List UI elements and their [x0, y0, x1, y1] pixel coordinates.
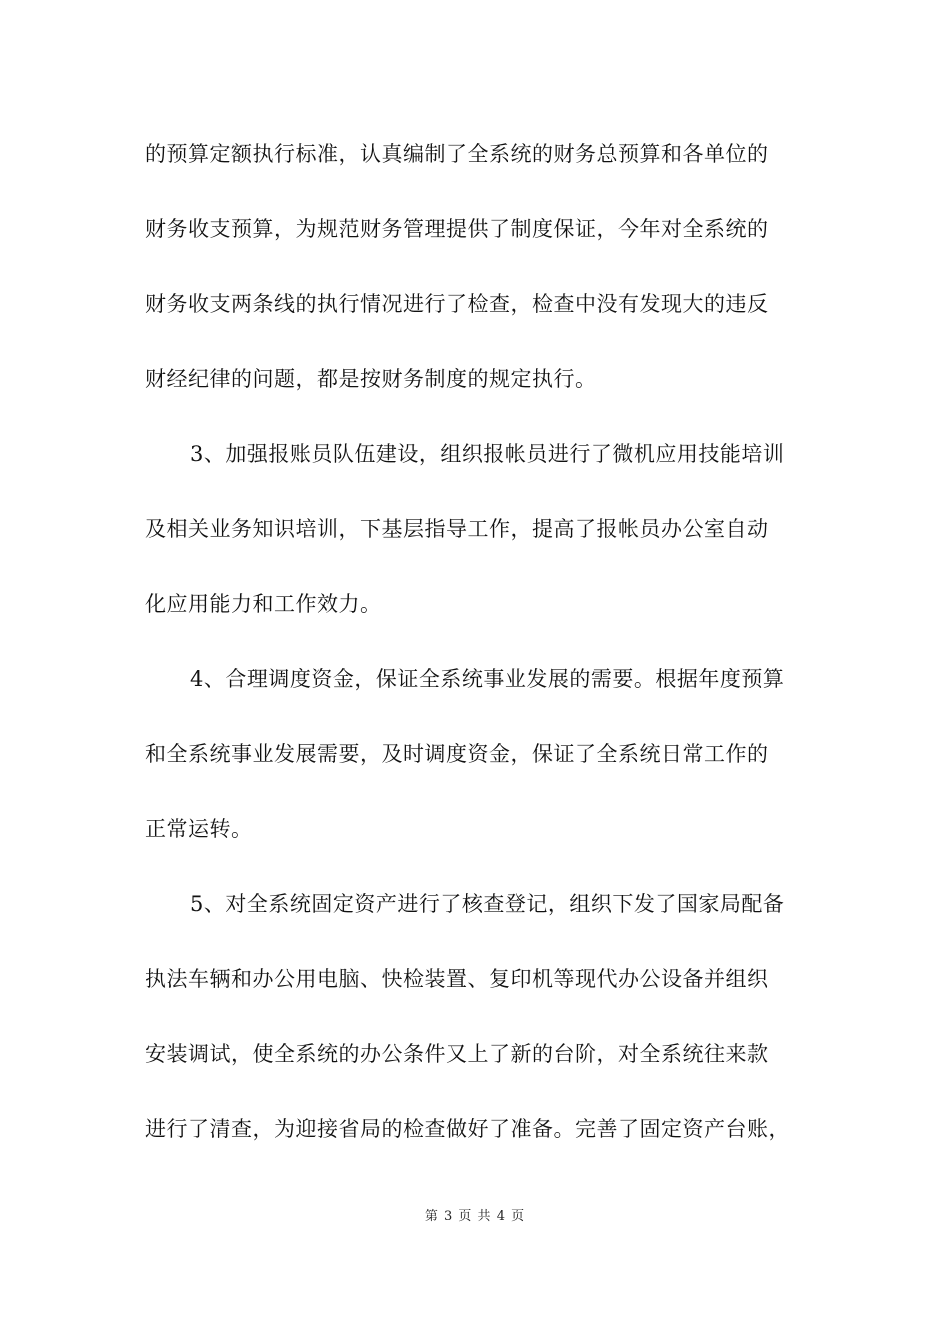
body-text-line: 化应用能力和工作效力。	[145, 592, 382, 616]
body-text-line: 财务收支两条线的执行情况进行了检查，检查中没有发现大的违反	[145, 292, 769, 316]
paragraph-5-start: 5、对全系统固定资产进行了核查登记，组织下发了国家局配备	[190, 892, 785, 916]
body-text-line: 进行了清查，为迎接省局的检查做好了准备。完善了固定资产台账，	[145, 1117, 790, 1141]
paragraph-4-start: 4、合理调度资金，保证全系统事业发展的需要。根据年度预算	[190, 667, 785, 691]
body-text-line: 财经纪律的问题，都是按财务制度的规定执行。	[145, 367, 597, 391]
body-text-line: 及相关业务知识培训，下基层指导工作，提高了报帐员办公室自动	[145, 517, 769, 541]
body-text-line: 执法车辆和办公用电脑、快检装置、复印机等现代办公设备并组织	[145, 967, 769, 991]
body-text-line: 安装调试，使全系统的办公条件又上了新的台阶，对全系统往来款	[145, 1042, 769, 1066]
body-text-line: 正常运转。	[145, 817, 253, 841]
body-text-line: 财务收支预算，为规范财务管理提供了制度保证，今年对全系统的	[145, 217, 769, 241]
body-text-line: 的预算定额执行标准，认真编制了全系统的财务总预算和各单位的	[145, 142, 769, 166]
page-footer: 第 3 页 共 4 页	[424, 1209, 526, 1224]
paragraph-3-start: 3、加强报账员队伍建设，组织报帐员进行了微机应用技能培训	[190, 442, 785, 466]
body-text-line: 和全系统事业发展需要，及时调度资金，保证了全系统日常工作的	[145, 742, 769, 766]
